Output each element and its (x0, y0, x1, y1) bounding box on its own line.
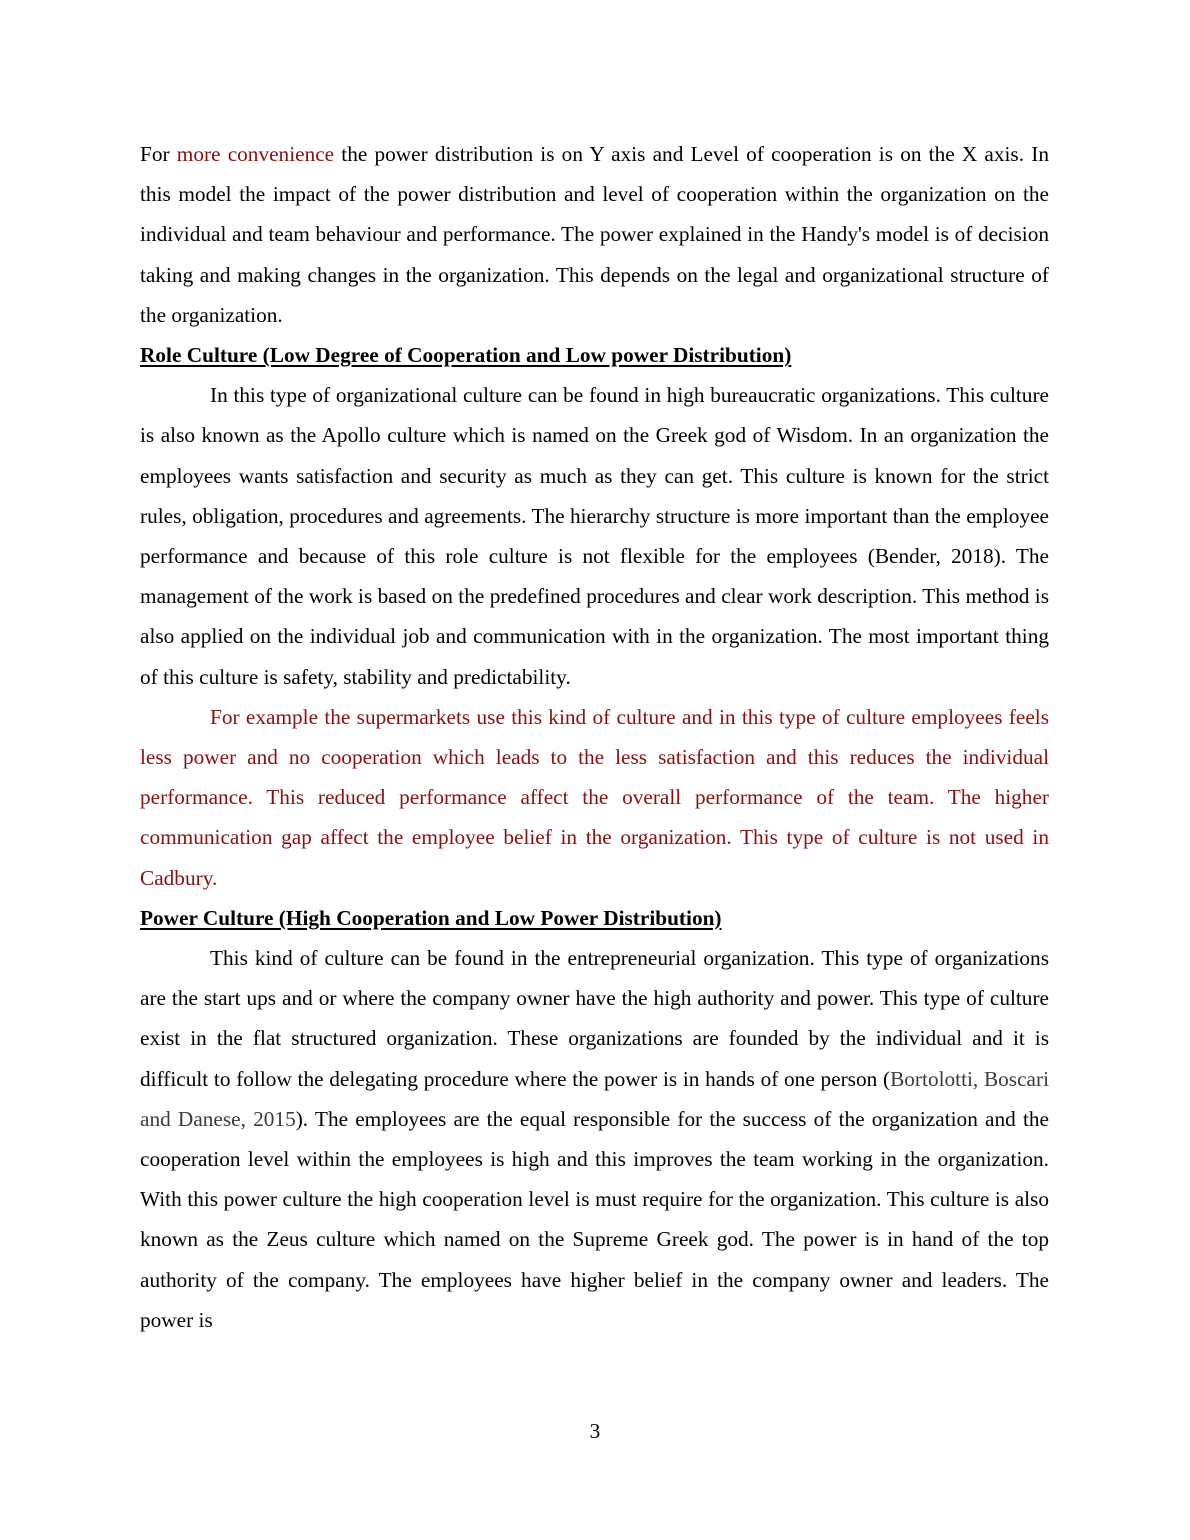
role-culture-paragraph: In this type of organizational culture can be found in high bureaucratic organizations. This culture is also known as the Apollo culture which is named on the Greek god of Wisdom. In an organization the employees wants satisfaction and security as much as they can get. This culture is known for the strict rules, obligation, procedures and agreements. The hierarchy structure is more important than the employee performance and because of this role culture is not flexible for the employees (Bender, 2018). The management of the work is based on the predefined procedures and clear work description. This method is also applied on the individual job and communication with in the organization. The most important thing of this culture is safety, stability and predictability. (140, 383, 1049, 689)
document-page (140, 134, 1049, 1340)
intro-highlight: more convenience (176, 142, 335, 166)
role-culture-example-paragraph: For example the supermarkets use this kind of culture and in this type of culture employees feels less power and no cooperation which leads to the less satisfaction and this reduces the individual performance. This reduced performance affect the overall performance of the team. The higher communication gap affect the employee belief in the organization. This type of culture is not used in Cadbury. (140, 704, 1049, 890)
power-culture-heading: Power Culture (High Cooperation and Low Power Distribution) (140, 905, 722, 930)
power-culture-text-before-citation: This kind of culture can be found in the entrepreneurial organization. This type of organizations are the start ups and or where the company owner have the high authority and power. This type of culture exist in the flat structured organization. These organizations are founded by the individual and it is difficult to follow the delegating procedure where the power is in hands of one person ( (140, 946, 1049, 1091)
intro-paragraph (140, 134, 1049, 335)
intro-lead: For (140, 142, 177, 166)
role-culture-heading: Role Culture (Low Degree of Cooperation and Low power Distribution) (140, 343, 792, 368)
intro-rest: the power distribution is on Y axis and Level of cooperation is on the X axis. In this model the impact of the power distribution and level of cooperation within the organization on the individual and team behaviour and performance. The power explained in the Handy's model is of decision taking and making changes in the organization. This depends on the legal and organizational structure of the organization. (140, 142, 1049, 327)
power-culture-text-after-citation: ). The employees are the equal responsible for the success of the organization and the cooperation level within the employees is high and this improves the team working in the organization. With this power culture the high cooperation level is must require for the organization. This culture is also known as the Zeus culture which named on the Supreme Greek god. The power is in hand of the top authority of the company. The employees have higher belief in the company owner and leaders. The power is (140, 1106, 1049, 1332)
power-culture-paragraph (140, 938, 1049, 1340)
page-number: 3 (589, 1419, 601, 1443)
power-culture-citation: Bortolotti, Boscari and Danese, 2015 (140, 1066, 1050, 1131)
